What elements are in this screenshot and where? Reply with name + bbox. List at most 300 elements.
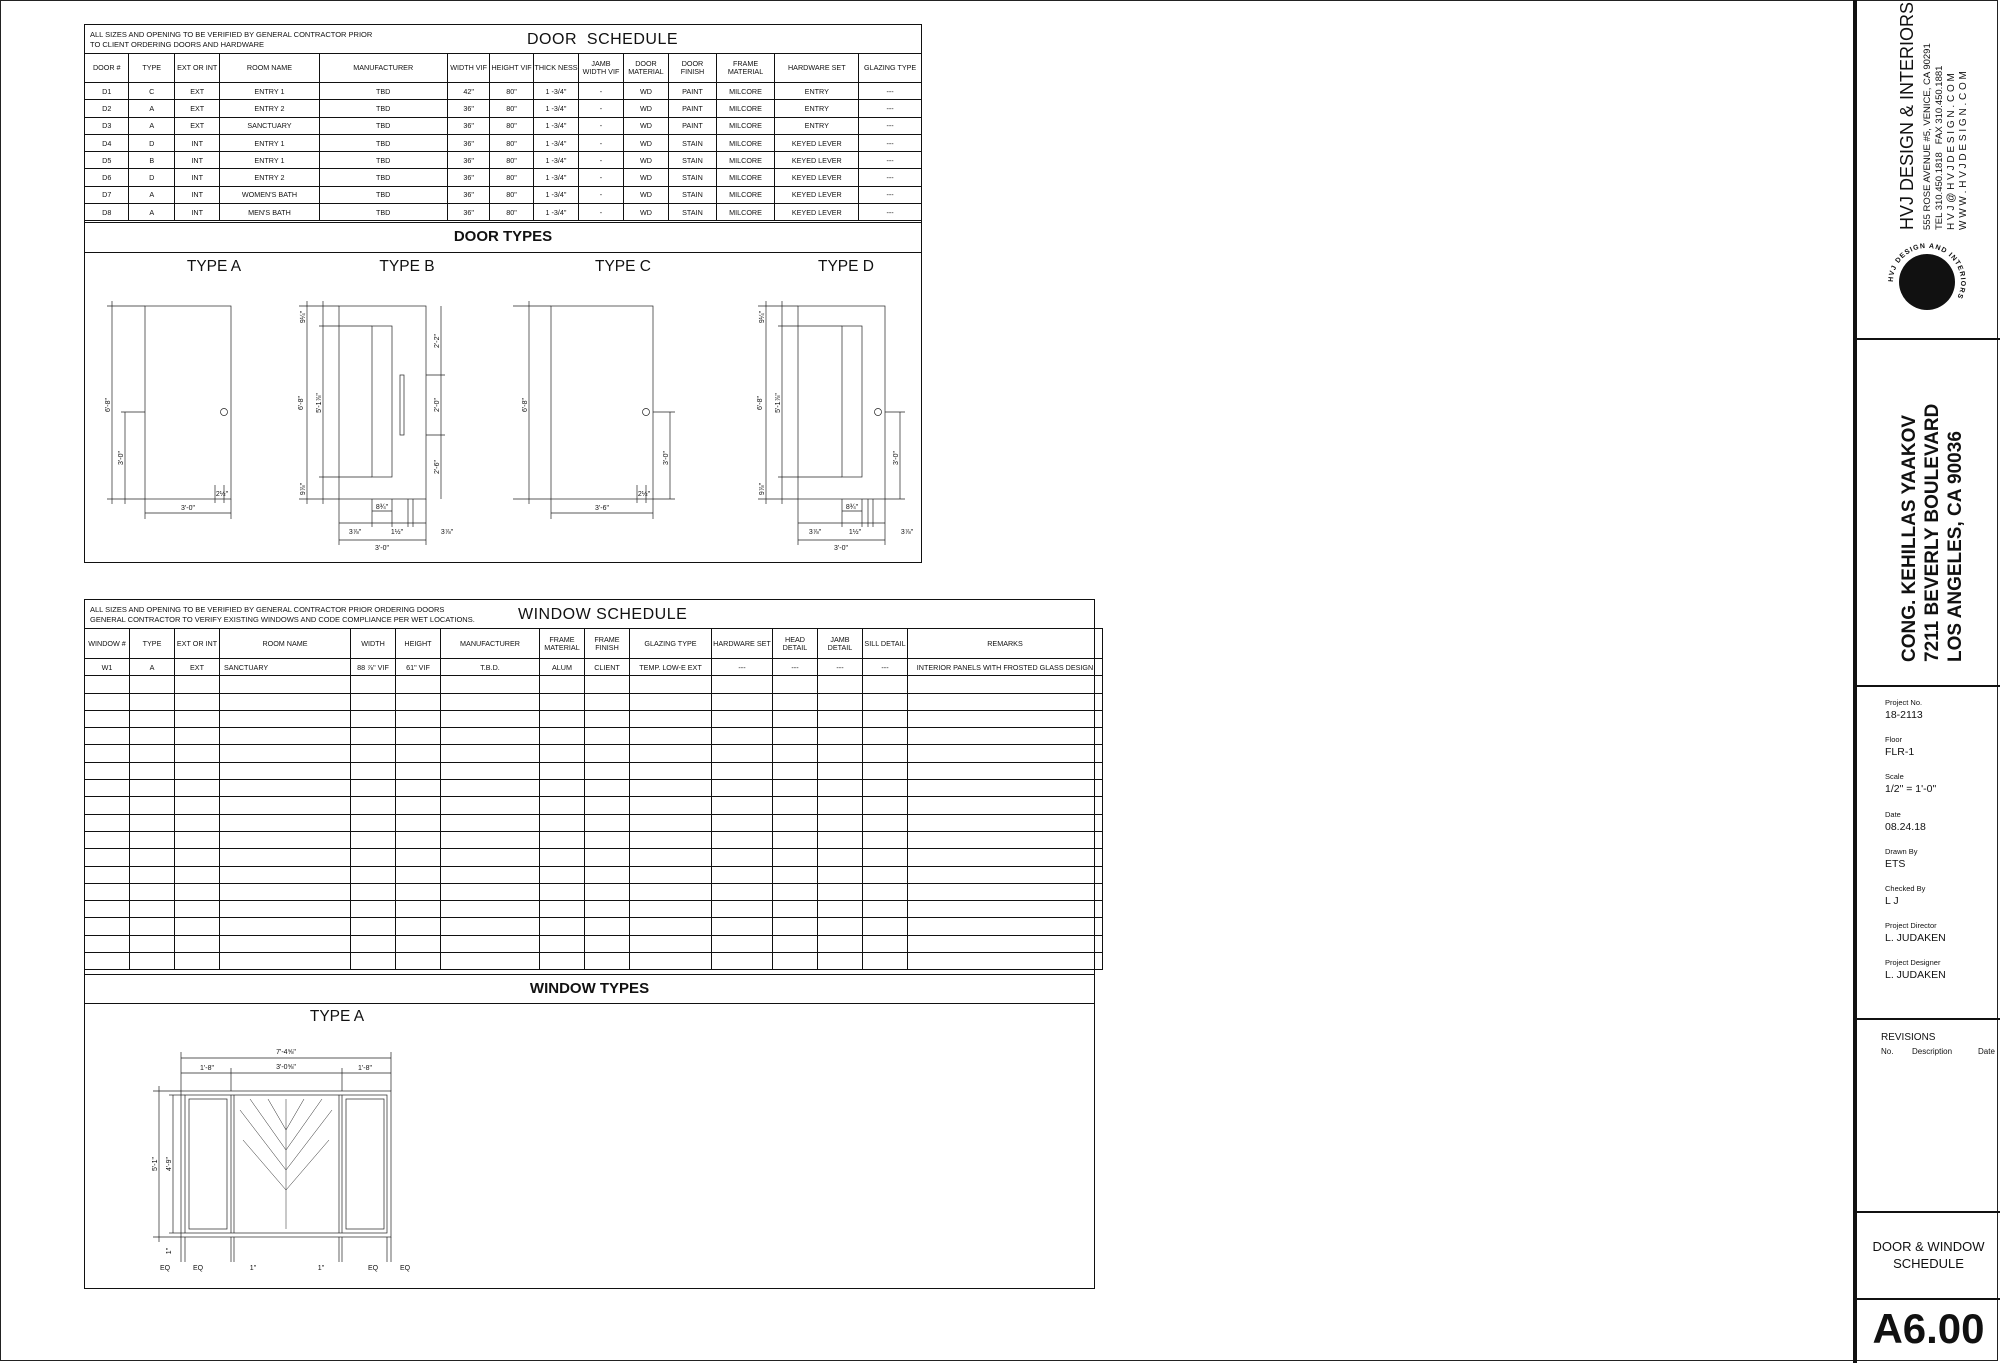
window-schedule-cell: [351, 693, 396, 710]
window-schedule-cell: [908, 849, 1103, 866]
window-schedule-cell: [630, 676, 712, 693]
door-b-outline: [339, 306, 426, 499]
window-schedule-cell: [85, 693, 130, 710]
logo-text: HVJ DESIGN AND INTERIORS: [1887, 242, 1967, 301]
door-schedule-cell: EXT: [174, 100, 219, 117]
window-schedule-cell: [585, 797, 630, 814]
door-schedule-cell: MILCORE: [716, 134, 775, 151]
window-schedule-cell: TEMP. LOW-E EXT: [630, 659, 712, 676]
window-schedule-cell: [863, 831, 908, 848]
window-schedule-cell: [130, 710, 175, 727]
window-schedule-cell: [818, 849, 863, 866]
window-schedule-cell: [130, 814, 175, 831]
door-schedule-cell: 1 -3/4": [533, 117, 578, 134]
window-schedule-cell: [585, 901, 630, 918]
window-schedule-cell: [585, 918, 630, 935]
window-schedule-cell: [712, 780, 773, 797]
window-schedule-cell: [585, 953, 630, 970]
door-schedule-cell: ENTRY: [775, 83, 859, 100]
window-schedule-cell: [585, 814, 630, 831]
window-schedule-cell: [175, 831, 220, 848]
window-schedule-cell: [712, 745, 773, 762]
door-header: MANUFACTURER: [319, 54, 447, 83]
dim-d-top: 9¼": [759, 310, 766, 324]
window-schedule-cell: [540, 866, 585, 883]
sheet-title: DOOR & WINDOW SCHEDULE: [1872, 1239, 1985, 1271]
window-schedule-cell: [540, 710, 585, 727]
win-dim-height: 5'-1": [152, 1157, 159, 1171]
door-schedule-cell: ---: [859, 134, 922, 151]
window-schedule-cell: [773, 953, 818, 970]
window-schedule-cell: [585, 866, 630, 883]
window-schedule-cell: [351, 901, 396, 918]
window-schedule-cell: [130, 780, 175, 797]
door-schedule-row: [85, 100, 922, 117]
window-schedule-cell: [396, 762, 441, 779]
window-header: EXT OR INT: [175, 629, 220, 659]
window-schedule-cell: [85, 953, 130, 970]
window-schedule-cell: [540, 728, 585, 745]
window-schedule-cell: [630, 831, 712, 848]
door-schedule-cell: ENTRY 2: [220, 169, 319, 186]
window-schedule-cell: [712, 676, 773, 693]
window-schedule-cell: [818, 953, 863, 970]
door-schedule-cell: INT: [174, 186, 219, 203]
window-schedule-cell: [773, 676, 818, 693]
window-schedule-cell: [818, 745, 863, 762]
window-schedule-cell: [220, 762, 351, 779]
window-schedule-cell: [396, 935, 441, 952]
door-schedule-cell: WOMEN'S BATH: [220, 186, 319, 203]
window-schedule-cell: [863, 762, 908, 779]
frosted-tree-design: [240, 1099, 332, 1229]
window-schedule-cell: [540, 849, 585, 866]
door-header: DOOR #: [85, 54, 129, 83]
win-dim-left: 1'-8": [200, 1065, 214, 1072]
window-schedule-cell: [863, 693, 908, 710]
door-header: WIDTH VIF: [447, 54, 489, 83]
dim-c-height: 6'-8": [522, 398, 529, 412]
revisions-date-header: Date: [1978, 1047, 1995, 1056]
window-schedule-title: WINDOW SCHEDULE: [518, 606, 688, 623]
door-schedule-cell: TBD: [319, 169, 447, 186]
window-schedule-cell: [441, 883, 540, 900]
window-schedule-cell: [130, 728, 175, 745]
window-schedule-cell: [908, 728, 1103, 745]
window-schedule-cell: [908, 866, 1103, 883]
window-header: WIDTH: [351, 629, 396, 659]
window-schedule-cell: [818, 831, 863, 848]
dim-d-height: 6'-8": [757, 396, 764, 410]
window-schedule-cell: [396, 883, 441, 900]
window-schedule-cell: [130, 745, 175, 762]
window-schedule-cell: [130, 935, 175, 952]
project-line-2: 7211 BEVERLY BOULEVARD: [1922, 403, 1943, 662]
window-schedule-cell: [351, 745, 396, 762]
window-schedule-cell: [540, 676, 585, 693]
window-header: FRAME MATERIAL: [540, 629, 585, 659]
window-schedule-cell: [630, 710, 712, 727]
window-schedule-cell: [396, 728, 441, 745]
window-schedule-row: [85, 935, 1103, 952]
dim-b-left: 3⅞": [348, 529, 362, 536]
window-schedule-cell: [220, 797, 351, 814]
door-schedule-cell: INT: [174, 204, 219, 221]
window-schedule-cell: [585, 676, 630, 693]
door-schedule-cell: 36": [447, 117, 489, 134]
door-schedule-cell: D: [129, 169, 174, 186]
window-schedule-cell: A: [130, 659, 175, 676]
window-header: REMARKS: [908, 629, 1103, 659]
revisions-no-header: No.: [1881, 1047, 1894, 1056]
window-schedule-cell: [85, 745, 130, 762]
window-schedule-cell: [818, 866, 863, 883]
dim-d-right: 3⅞": [900, 529, 914, 536]
win-dim-overall: 7'-4⅝": [276, 1049, 296, 1056]
dim-a-height: 6'-8": [105, 398, 112, 412]
window-schedule-cell: [396, 745, 441, 762]
window-schedule-row: [85, 659, 1103, 676]
window-schedule-cell: [818, 710, 863, 727]
door-schedule-cell: MILCORE: [716, 117, 775, 134]
window-schedule-cell: [908, 797, 1103, 814]
door-c-knob-icon: [643, 409, 650, 416]
door-schedule-cell: 36": [447, 134, 489, 151]
door-schedule-cell: SANCTUARY: [220, 117, 319, 134]
window-schedule-cell: [396, 953, 441, 970]
window-schedule-cell: [175, 918, 220, 935]
window-schedule-cell: [220, 780, 351, 797]
door-schedule-cell: INT: [174, 169, 219, 186]
dim-b-right: 3⅞": [440, 529, 454, 536]
window-schedule-cell: [712, 849, 773, 866]
window-schedule-cell: [175, 866, 220, 883]
window-header: JAMB DETAIL: [818, 629, 863, 659]
window-schedule-cell: [773, 780, 818, 797]
door-schedule-cell: C: [129, 83, 174, 100]
window-schedule-cell: [130, 866, 175, 883]
window-schedule-cell: [863, 745, 908, 762]
window-schedule-cell: [130, 676, 175, 693]
window-schedule-cell: [585, 762, 630, 779]
window-schedule-cell: [130, 693, 175, 710]
window-header: MANUFACTURER: [441, 629, 540, 659]
window-schedule-cell: [220, 935, 351, 952]
window-schedule-cell: [85, 831, 130, 848]
window-schedule-row: [85, 831, 1103, 848]
door-schedule-cell: ---: [859, 204, 922, 221]
window-header: HEIGHT: [396, 629, 441, 659]
window-schedule-cell: [585, 728, 630, 745]
door-schedule-cell: TBD: [319, 152, 447, 169]
door-schedule-cell: ENTRY: [775, 100, 859, 117]
door-schedule-cell: MILCORE: [716, 204, 775, 221]
window-schedule-cell: [351, 831, 396, 848]
door-schedule-cell: WD: [623, 100, 668, 117]
door-d-glass: [842, 326, 862, 477]
window-schedule-cell: [630, 883, 712, 900]
window-schedule-cell: [630, 901, 712, 918]
window-schedule-cell: [441, 918, 540, 935]
dim-a-width: 3'-0": [181, 505, 195, 512]
door-schedule-cell: TBD: [319, 117, 447, 134]
win-dim-center: 3'-0⅝": [276, 1064, 296, 1071]
win-dim-eq-2: EQ: [192, 1265, 204, 1272]
window-schedule-row: [85, 745, 1103, 762]
door-schedule-cell: KEYED LEVER: [775, 169, 859, 186]
window-schedule-cell: [630, 866, 712, 883]
window-schedule-row: [85, 901, 1103, 918]
window-schedule-cell: [130, 953, 175, 970]
window-schedule-cell: CLIENT: [585, 659, 630, 676]
window-schedule-cell: [351, 728, 396, 745]
window-schedule-cell: [908, 953, 1103, 970]
window-schedule-cell: [630, 814, 712, 831]
window-schedule-cell: [773, 831, 818, 848]
window-schedule-cell: [908, 762, 1103, 779]
window-schedule-cell: [220, 745, 351, 762]
dim-d-mid: 1½": [848, 529, 862, 536]
window-schedule-cell: [175, 935, 220, 952]
window-schedule-cell: [175, 780, 220, 797]
door-schedule-cell: -: [579, 204, 623, 221]
window-schedule-cell: EXT: [175, 659, 220, 676]
window-schedule-cell: [908, 831, 1103, 848]
dim-d-width: 3'-0": [834, 545, 848, 552]
door-schedule-cell: A: [129, 100, 174, 117]
window-schedule-cell: [818, 901, 863, 918]
window-header: HARDWARE SET: [712, 629, 773, 659]
dim-c-handle: 3'-0": [663, 451, 670, 465]
door-d-knob-icon: [875, 409, 882, 416]
dim-d-handle: 3'-0": [893, 451, 900, 465]
window-schedule-cell: [630, 849, 712, 866]
door-schedule-cell: ENTRY 2: [220, 100, 319, 117]
window-header: TYPE: [130, 629, 175, 659]
door-schedule-cell: -: [579, 169, 623, 186]
window-schedule-cell: [351, 953, 396, 970]
door-header: HARDWARE SET: [775, 54, 859, 83]
window-schedule-cell: [863, 676, 908, 693]
dim-d-glass-width: 8¾": [845, 504, 859, 511]
window-schedule-cell: [585, 831, 630, 848]
window-schedule-cell: ---: [712, 659, 773, 676]
door-schedule-cell: KEYED LEVER: [775, 186, 859, 203]
window-schedule-cell: ---: [773, 659, 818, 676]
window-schedule-cell: [396, 866, 441, 883]
door-schedule-cell: PAINT: [669, 83, 717, 100]
window-schedule-cell: [441, 693, 540, 710]
window-schedule-cell: [85, 762, 130, 779]
door-schedule-cell: ---: [859, 152, 922, 169]
door-type-a-label: TYPE A: [186, 258, 242, 275]
window-schedule-cell: [818, 693, 863, 710]
window-schedule-cell: [220, 849, 351, 866]
door-schedule-cell: D1: [85, 83, 129, 100]
revisions-description-header: Description: [1912, 1047, 1953, 1056]
window-schedule-cell: [441, 728, 540, 745]
window-schedule-cell: [441, 831, 540, 848]
door-schedule-cell: D2: [85, 100, 129, 117]
window-schedule-cell: [175, 797, 220, 814]
door-schedule-cell: KEYED LEVER: [775, 134, 859, 151]
door-schedule-row: [85, 134, 922, 151]
door-schedule-note: ALL SIZES AND OPENING TO BE VERIFIED BY GENERAL CONTRACTOR PRIOR TO CLIENT ORDERING DOORS AND HARDWARE: [90, 30, 373, 49]
window-header: GLAZING TYPE: [630, 629, 712, 659]
window-schedule-cell: [773, 745, 818, 762]
window-schedule-row: [85, 710, 1103, 727]
door-schedule-cell: ---: [859, 169, 922, 186]
window-schedule-cell: [175, 953, 220, 970]
dim-b-right-top: 2'-2": [434, 334, 441, 348]
window-schedule-row: [85, 762, 1103, 779]
window-schedule-cell: SANCTUARY: [220, 659, 351, 676]
win-dim-eq-1: EQ: [159, 1265, 171, 1272]
window-schedule-cell: [540, 814, 585, 831]
window-schedule-cell: [540, 745, 585, 762]
dim-b-height: 6'-8": [298, 396, 305, 410]
window-schedule-row: [85, 953, 1103, 970]
window-schedule-cell: [712, 797, 773, 814]
door-schedule-cell: 80": [490, 134, 533, 151]
window-schedule-row: [85, 693, 1103, 710]
door-schedule-cell: EXT: [174, 83, 219, 100]
window-schedule-cell: ALUM: [540, 659, 585, 676]
window-schedule-cell: [220, 728, 351, 745]
door-schedule-cell: D4: [85, 134, 129, 151]
window-schedule-row: [85, 797, 1103, 814]
window-schedule-cell: [351, 676, 396, 693]
window-schedule-cell: [351, 762, 396, 779]
window-schedule-cell: [130, 918, 175, 935]
door-schedule-cell: A: [129, 117, 174, 134]
win-dim-eq-3: EQ: [367, 1265, 379, 1272]
window-schedule-cell: [863, 728, 908, 745]
window-schedule-cell: [630, 780, 712, 797]
door-schedule-cell: 80": [490, 152, 533, 169]
door-schedule-row: [85, 83, 922, 100]
dim-b-glass-width: 8¾": [375, 504, 389, 511]
door-schedule-cell: 1 -3/4": [533, 100, 578, 117]
door-schedule-cell: INT: [174, 152, 219, 169]
window-schedule-cell: [220, 866, 351, 883]
window-schedule-cell: [773, 797, 818, 814]
door-header: ROOM NAME: [220, 54, 319, 83]
door-a-knob-icon: [221, 409, 228, 416]
door-schedule-row: [85, 152, 922, 169]
window-schedule-cell: [712, 883, 773, 900]
door-schedule-cell: TBD: [319, 83, 447, 100]
window-schedule-cell: [818, 814, 863, 831]
window-schedule-cell: [863, 797, 908, 814]
door-header: FRAME MATERIAL: [716, 54, 775, 83]
window-schedule-cell: [85, 901, 130, 918]
window-schedule-cell: [585, 849, 630, 866]
door-schedule-cell: TBD: [319, 204, 447, 221]
door-schedule-cell: D3: [85, 117, 129, 134]
window-header: WINDOW #: [85, 629, 130, 659]
door-type-c-label: TYPE C: [595, 258, 651, 275]
window-schedule-cell: [630, 918, 712, 935]
door-schedule-cell: WD: [623, 204, 668, 221]
window-schedule-cell: [540, 831, 585, 848]
door-schedule-cell: 1 -3/4": [533, 186, 578, 203]
door-schedule-cell: A: [129, 204, 174, 221]
window-schedule-cell: [85, 814, 130, 831]
dim-d-bottom: 9⅞": [759, 482, 766, 496]
door-schedule-row: [85, 169, 922, 186]
window-schedule-cell: [540, 693, 585, 710]
window-schedule-cell: [630, 693, 712, 710]
window-schedule-cell: [441, 953, 540, 970]
window-schedule-cell: T.B.D.: [441, 659, 540, 676]
door-schedule-cell: D6: [85, 169, 129, 186]
window-schedule-row: [85, 849, 1103, 866]
door-schedule-cell: ENTRY: [775, 117, 859, 134]
dim-d-left: 3⅞": [808, 529, 822, 536]
window-schedule-cell: [773, 762, 818, 779]
window-right-panel: [346, 1099, 384, 1229]
door-schedule-cell: 36": [447, 186, 489, 203]
window-schedule-cell: [712, 935, 773, 952]
window-schedule-row: [85, 780, 1103, 797]
door-schedule-cell: TBD: [319, 100, 447, 117]
window-schedule-cell: [396, 831, 441, 848]
window-schedule-cell: [818, 918, 863, 935]
door-schedule-row: [85, 204, 922, 221]
window-schedule-cell: [630, 935, 712, 952]
door-schedule-cell: -: [579, 186, 623, 203]
door-types-drawing: [85, 253, 921, 553]
firm-name: HVJ DESIGN & INTERIORS: [1897, 1, 1917, 230]
window-schedule-cell: [540, 797, 585, 814]
window-schedule-cell: [175, 676, 220, 693]
window-schedule-cell: [630, 953, 712, 970]
window-schedule-cell: [712, 918, 773, 935]
window-schedule-cell: [818, 935, 863, 952]
window-schedule-cell: [863, 866, 908, 883]
window-schedule-cell: [773, 935, 818, 952]
window-schedule-cell: [818, 797, 863, 814]
window-schedule-cell: [630, 797, 712, 814]
dim-b-bottom: 9⅞": [300, 482, 307, 496]
door-schedule-table: [84, 53, 922, 221]
window-schedule-cell: [540, 762, 585, 779]
window-schedule-cell: [863, 849, 908, 866]
door-schedule-cell: ENTRY 1: [220, 83, 319, 100]
door-schedule-cell: MILCORE: [716, 152, 775, 169]
win-dim-right: 1'-8": [358, 1065, 372, 1072]
window-header: FRAME FINISH: [585, 629, 630, 659]
window-schedule-row: [85, 866, 1103, 883]
window-schedule-cell: [85, 935, 130, 952]
door-schedule-cell: ---: [859, 117, 922, 134]
door-schedule-cell: D7: [85, 186, 129, 203]
door-schedule-cell: 1 -3/4": [533, 204, 578, 221]
door-schedule-cell: 1 -3/4": [533, 83, 578, 100]
door-schedule-cell: B: [129, 152, 174, 169]
door-schedule-cell: WD: [623, 186, 668, 203]
window-schedule-cell: [351, 814, 396, 831]
window-schedule-cell: [130, 797, 175, 814]
dim-c-width: 3'-6": [595, 505, 609, 512]
window-schedule-cell: [220, 831, 351, 848]
window-schedule-cell: [396, 814, 441, 831]
door-schedule-cell: 1 -3/4": [533, 134, 578, 151]
window-schedule-row: [85, 676, 1103, 693]
firm-phone: TEL 310.450.1818 FAX 310.450.1881: [1934, 65, 1945, 230]
dim-a-handle: 3'-0": [118, 451, 125, 465]
